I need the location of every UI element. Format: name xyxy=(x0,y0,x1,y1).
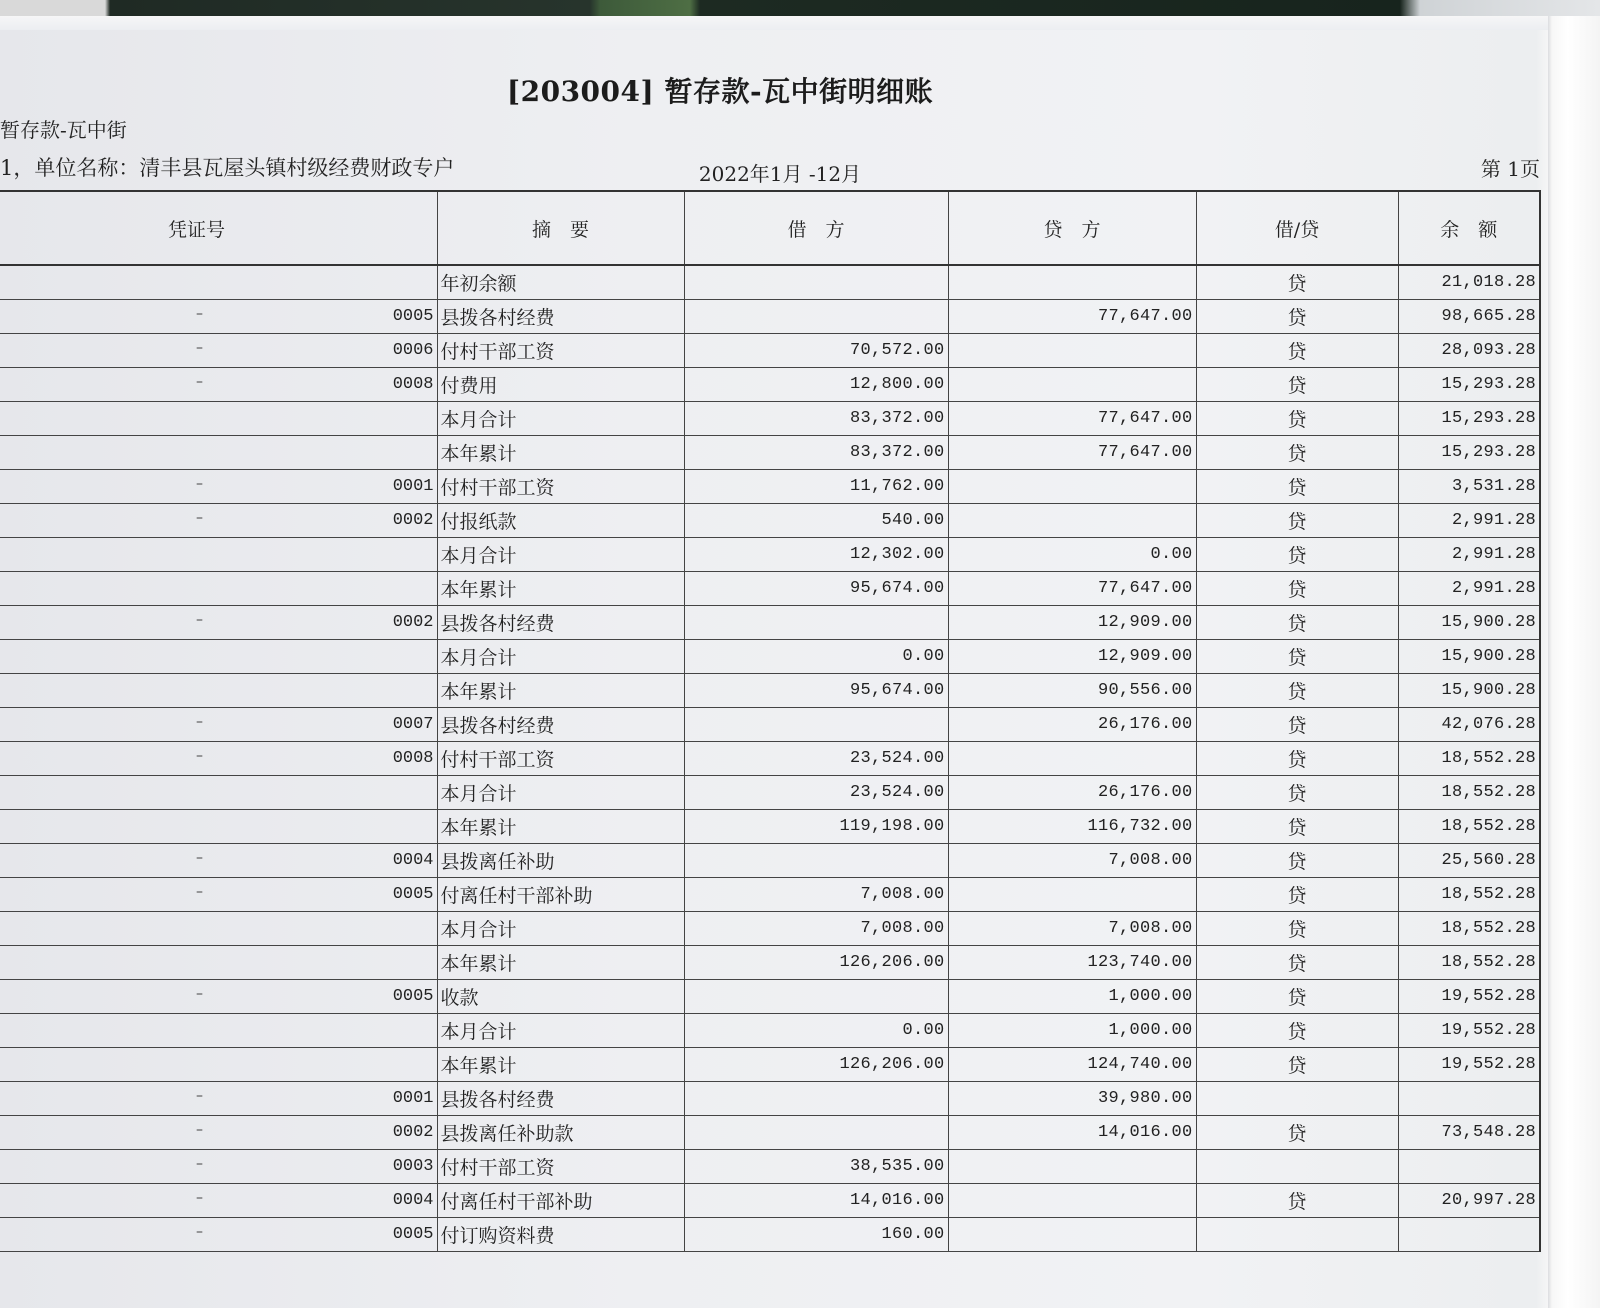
summary-cell: 付订购资料费 xyxy=(437,1217,684,1251)
balance-cell: 20,997.28 xyxy=(1398,1183,1540,1217)
summary-cell: 付报纸款 xyxy=(437,503,684,537)
credit-cell: 14,016.00 xyxy=(948,1115,1196,1149)
summary-cell: 本年累计 xyxy=(437,809,684,843)
credit-cell xyxy=(948,469,1196,503)
summary-cell: 年初余额 xyxy=(437,265,684,299)
voucher-number: 0002 xyxy=(392,510,434,530)
debit-credit-cell: 贷 xyxy=(1196,741,1398,775)
debit-credit-cell: 贷 xyxy=(1196,1047,1398,1081)
balance-cell: 19,552.28 xyxy=(1398,1047,1540,1081)
debit-cell: 160.00 xyxy=(684,1217,948,1251)
credit-cell: 7,008.00 xyxy=(948,911,1196,945)
debit-credit-cell: 贷 xyxy=(1196,945,1398,979)
voucher-number: 0004 xyxy=(392,850,434,870)
summary-cell: 本月合计 xyxy=(437,775,684,809)
voucher-number: 0005 xyxy=(392,1224,434,1244)
balance-cell xyxy=(1398,1149,1540,1183)
summary-cell: 付费用 xyxy=(437,367,684,401)
summary-cell: 本月合计 xyxy=(437,401,684,435)
voucher-number: 0002 xyxy=(392,612,434,632)
debit-cell: 23,524.00 xyxy=(684,775,948,809)
voucher-mark: – xyxy=(196,509,203,526)
ledger-row xyxy=(0,639,1540,673)
balance-cell: 15,293.28 xyxy=(1398,401,1540,435)
summary-cell: 县拨各村经费 xyxy=(437,605,684,639)
ledger-row xyxy=(0,367,1540,401)
header-debit: 借 方 xyxy=(684,191,948,265)
voucher-mark: – xyxy=(196,1121,203,1138)
debit-credit-cell: 贷 xyxy=(1196,469,1398,503)
voucher-cell xyxy=(0,877,437,911)
credit-cell: 0.00 xyxy=(948,537,1196,571)
balance-cell: 21,018.28 xyxy=(1398,265,1540,299)
voucher-mark: – xyxy=(196,1189,203,1206)
ledger-row xyxy=(0,605,1540,639)
balance-cell: 15,293.28 xyxy=(1398,367,1540,401)
voucher-cell xyxy=(0,1013,437,1047)
balance-cell: 18,552.28 xyxy=(1398,775,1540,809)
debit-cell: 23,524.00 xyxy=(684,741,948,775)
voucher-cell xyxy=(0,707,437,741)
ledger-row xyxy=(0,775,1540,809)
voucher-cell xyxy=(0,605,437,639)
ledger-table xyxy=(0,190,1541,1252)
credit-cell: 12,909.00 xyxy=(948,639,1196,673)
balance-cell: 18,552.28 xyxy=(1398,741,1540,775)
header-summary: 摘 要 xyxy=(437,191,684,265)
debit-cell: 14,016.00 xyxy=(684,1183,948,1217)
ledger-row xyxy=(0,673,1540,707)
debit-credit-cell: 贷 xyxy=(1196,775,1398,809)
ledger-row xyxy=(0,503,1540,537)
voucher-mark: – xyxy=(196,475,203,492)
credit-cell: 7,008.00 xyxy=(948,843,1196,877)
voucher-mark: – xyxy=(196,849,203,866)
credit-cell xyxy=(948,333,1196,367)
balance-cell: 2,991.28 xyxy=(1398,503,1540,537)
balance-cell: 28,093.28 xyxy=(1398,333,1540,367)
debit-credit-cell xyxy=(1196,1149,1398,1183)
debit-credit-cell: 贷 xyxy=(1196,1183,1398,1217)
credit-cell xyxy=(948,367,1196,401)
voucher-cell xyxy=(0,469,437,503)
voucher-cell xyxy=(0,1047,437,1081)
summary-cell: 本年累计 xyxy=(437,945,684,979)
credit-cell: 1,000.00 xyxy=(948,979,1196,1013)
voucher-cell xyxy=(0,673,437,707)
debit-cell: 119,198.00 xyxy=(684,809,948,843)
debit-credit-cell: 贷 xyxy=(1196,435,1398,469)
voucher-mark: – xyxy=(196,305,203,322)
debit-cell: 126,206.00 xyxy=(684,1047,948,1081)
ledger-row xyxy=(0,537,1540,571)
debit-cell: 95,674.00 xyxy=(684,571,948,605)
voucher-cell xyxy=(0,503,437,537)
voucher-cell xyxy=(0,741,437,775)
ledger-row xyxy=(0,843,1540,877)
credit-cell xyxy=(948,503,1196,537)
period: 2022年1月 -12月 xyxy=(698,162,862,186)
debit-credit-cell: 贷 xyxy=(1196,1013,1398,1047)
header-voucher: 凭证号 xyxy=(0,191,437,265)
balance-cell: 15,900.28 xyxy=(1398,673,1540,707)
ledger-row xyxy=(0,1183,1540,1217)
debit-credit-cell: 贷 xyxy=(1196,1115,1398,1149)
voucher-cell xyxy=(0,775,437,809)
voucher-number: 0003 xyxy=(392,1156,434,1176)
credit-cell xyxy=(948,1183,1196,1217)
debit-cell: 95,674.00 xyxy=(684,673,948,707)
debit-credit-cell xyxy=(1196,1081,1398,1115)
debit-cell: 0.00 xyxy=(684,639,948,673)
debit-cell xyxy=(684,605,948,639)
credit-cell xyxy=(948,265,1196,299)
voucher-number: 0005 xyxy=(392,986,434,1006)
summary-cell: 县拨各村经费 xyxy=(437,707,684,741)
photo-background-strip xyxy=(0,0,1600,16)
credit-cell: 1,000.00 xyxy=(948,1013,1196,1047)
debit-credit-cell: 贷 xyxy=(1196,843,1398,877)
credit-cell: 123,740.00 xyxy=(948,945,1196,979)
debit-cell: 7,008.00 xyxy=(684,911,948,945)
summary-cell: 本年累计 xyxy=(437,1047,684,1081)
voucher-cell xyxy=(0,945,437,979)
ledger-row xyxy=(0,401,1540,435)
voucher-number: 0006 xyxy=(392,340,434,360)
credit-cell: 77,647.00 xyxy=(948,299,1196,333)
summary-cell: 县拨各村经费 xyxy=(437,299,684,333)
voucher-cell xyxy=(0,843,437,877)
voucher-cell xyxy=(0,299,437,333)
debit-cell: 7,008.00 xyxy=(684,877,948,911)
voucher-cell xyxy=(0,435,437,469)
credit-cell: 39,980.00 xyxy=(948,1081,1196,1115)
debit-credit-cell: 贷 xyxy=(1196,571,1398,605)
voucher-mark: – xyxy=(196,1087,203,1104)
summary-cell: 付村干部工资 xyxy=(437,469,684,503)
ledger-title: [203004] 暂存款-瓦中街明细账 xyxy=(506,75,934,108)
unit-name: 1，单位名称：清丰县瓦屋头镇村级经费财政专户 xyxy=(0,156,455,180)
debit-cell: 540.00 xyxy=(684,503,948,537)
account-name: 暂存款-瓦中街 xyxy=(0,118,127,142)
voucher-cell xyxy=(0,367,437,401)
balance-cell: 73,548.28 xyxy=(1398,1115,1540,1149)
voucher-cell xyxy=(0,809,437,843)
ledger-row xyxy=(0,911,1540,945)
credit-cell xyxy=(948,877,1196,911)
debit-cell xyxy=(684,265,948,299)
credit-cell xyxy=(948,741,1196,775)
voucher-number: 0001 xyxy=(392,476,434,496)
balance-cell: 19,552.28 xyxy=(1398,979,1540,1013)
debit-credit-cell: 贷 xyxy=(1196,979,1398,1013)
debit-cell xyxy=(684,707,948,741)
summary-cell: 付村干部工资 xyxy=(437,333,684,367)
credit-cell: 77,647.00 xyxy=(948,401,1196,435)
summary-cell: 付离任村干部补助 xyxy=(437,1183,684,1217)
debit-credit-cell: 贷 xyxy=(1196,537,1398,571)
balance-cell: 42,076.28 xyxy=(1398,707,1540,741)
voucher-cell xyxy=(0,571,437,605)
voucher-mark: – xyxy=(196,747,203,764)
balance-cell: 2,991.28 xyxy=(1398,537,1540,571)
balance-cell: 18,552.28 xyxy=(1398,809,1540,843)
summary-cell: 付离任村干部补助 xyxy=(437,877,684,911)
ledger-body xyxy=(0,265,1540,1251)
balance-cell: 18,552.28 xyxy=(1398,911,1540,945)
debit-cell xyxy=(684,843,948,877)
voucher-mark: – xyxy=(196,373,203,390)
voucher-number: 0005 xyxy=(392,884,434,904)
ledger-row xyxy=(0,809,1540,843)
voucher-mark: – xyxy=(196,1155,203,1172)
paper-top-edge xyxy=(0,16,1600,30)
summary-cell: 本月合计 xyxy=(437,911,684,945)
page-number: 第 1页 xyxy=(1480,157,1540,181)
summary-cell: 县拨离任补助 xyxy=(437,843,684,877)
balance-cell: 18,552.28 xyxy=(1398,945,1540,979)
ledger-row xyxy=(0,469,1540,503)
debit-cell: 38,535.00 xyxy=(684,1149,948,1183)
credit-cell: 116,732.00 xyxy=(948,809,1196,843)
debit-cell xyxy=(684,1081,948,1115)
debit-cell: 12,800.00 xyxy=(684,367,948,401)
voucher-mark: – xyxy=(196,883,203,900)
voucher-number: 0007 xyxy=(392,714,434,734)
balance-cell: 98,665.28 xyxy=(1398,299,1540,333)
credit-cell: 90,556.00 xyxy=(948,673,1196,707)
ledger-header-row xyxy=(0,191,1540,265)
balance-cell: 15,900.28 xyxy=(1398,605,1540,639)
ledger-row xyxy=(0,1047,1540,1081)
voucher-cell xyxy=(0,1183,437,1217)
balance-cell xyxy=(1398,1217,1540,1251)
debit-credit-cell: 贷 xyxy=(1196,265,1398,299)
balance-cell: 15,900.28 xyxy=(1398,639,1540,673)
voucher-cell xyxy=(0,401,437,435)
ledger-row xyxy=(0,333,1540,367)
summary-cell: 本月合计 xyxy=(437,639,684,673)
debit-credit-cell: 贷 xyxy=(1196,707,1398,741)
credit-cell: 77,647.00 xyxy=(948,571,1196,605)
summary-cell: 本月合计 xyxy=(437,537,684,571)
credit-cell xyxy=(948,1217,1196,1251)
voucher-cell xyxy=(0,639,437,673)
ledger-row xyxy=(0,1081,1540,1115)
debit-credit-cell: 贷 xyxy=(1196,367,1398,401)
balance-cell: 25,560.28 xyxy=(1398,843,1540,877)
voucher-mark: – xyxy=(196,611,203,628)
voucher-number: 0004 xyxy=(392,1190,434,1210)
credit-cell: 26,176.00 xyxy=(948,775,1196,809)
debit-cell xyxy=(684,1115,948,1149)
debit-cell: 12,302.00 xyxy=(684,537,948,571)
ledger-row xyxy=(0,877,1540,911)
voucher-number: 0002 xyxy=(392,1122,434,1142)
voucher-cell xyxy=(0,1115,437,1149)
debit-credit-cell: 贷 xyxy=(1196,401,1398,435)
summary-cell: 本月合计 xyxy=(437,1013,684,1047)
voucher-cell xyxy=(0,265,437,299)
credit-cell: 124,740.00 xyxy=(948,1047,1196,1081)
summary-cell: 县拨离任补助款 xyxy=(437,1115,684,1149)
debit-credit-cell xyxy=(1196,1217,1398,1251)
ledger-row xyxy=(0,571,1540,605)
ledger-row xyxy=(0,265,1540,299)
summary-cell: 付村干部工资 xyxy=(437,1149,684,1183)
voucher-mark: – xyxy=(196,713,203,730)
voucher-number: 0001 xyxy=(392,1088,434,1108)
debit-credit-cell: 贷 xyxy=(1196,503,1398,537)
balance-cell: 3,531.28 xyxy=(1398,469,1540,503)
credit-cell: 12,909.00 xyxy=(948,605,1196,639)
debit-credit-cell: 贷 xyxy=(1196,605,1398,639)
debit-cell xyxy=(684,299,948,333)
voucher-number: 0008 xyxy=(392,374,434,394)
ledger-row xyxy=(0,1149,1540,1183)
voucher-mark: – xyxy=(196,985,203,1002)
voucher-number: 0005 xyxy=(392,306,434,326)
debit-credit-cell: 贷 xyxy=(1196,639,1398,673)
credit-cell xyxy=(948,1149,1196,1183)
ledger-row xyxy=(0,435,1540,469)
summary-cell: 本年累计 xyxy=(437,435,684,469)
voucher-cell xyxy=(0,1081,437,1115)
ledger-row xyxy=(0,979,1540,1013)
debit-credit-cell: 贷 xyxy=(1196,673,1398,707)
header-balance: 余 额 xyxy=(1398,191,1540,265)
balance-cell xyxy=(1398,1081,1540,1115)
credit-cell: 26,176.00 xyxy=(948,707,1196,741)
balance-cell: 18,552.28 xyxy=(1398,877,1540,911)
debit-credit-cell: 贷 xyxy=(1196,333,1398,367)
voucher-cell xyxy=(0,1149,437,1183)
header-credit: 贷 方 xyxy=(948,191,1196,265)
credit-cell: 77,647.00 xyxy=(948,435,1196,469)
summary-cell: 收款 xyxy=(437,979,684,1013)
summary-cell: 本年累计 xyxy=(437,571,684,605)
ledger-row xyxy=(0,1217,1540,1251)
balance-cell: 2,991.28 xyxy=(1398,571,1540,605)
balance-cell: 15,293.28 xyxy=(1398,435,1540,469)
debit-credit-cell: 贷 xyxy=(1196,809,1398,843)
debit-cell: 0.00 xyxy=(684,1013,948,1047)
ledger-row xyxy=(0,741,1540,775)
voucher-mark: – xyxy=(196,339,203,356)
debit-credit-cell: 贷 xyxy=(1196,877,1398,911)
voucher-mark: – xyxy=(196,1223,203,1240)
header-debit-credit: 借/贷 xyxy=(1196,191,1398,265)
voucher-cell xyxy=(0,333,437,367)
debit-cell xyxy=(684,979,948,1013)
voucher-cell xyxy=(0,911,437,945)
debit-credit-cell: 贷 xyxy=(1196,299,1398,333)
voucher-cell xyxy=(0,979,437,1013)
summary-cell: 县拨各村经费 xyxy=(437,1081,684,1115)
voucher-cell xyxy=(0,1217,437,1251)
debit-cell: 83,372.00 xyxy=(684,435,948,469)
paper-right-edge xyxy=(1548,16,1600,1308)
debit-credit-cell: 贷 xyxy=(1196,911,1398,945)
debit-cell: 83,372.00 xyxy=(684,401,948,435)
debit-cell: 11,762.00 xyxy=(684,469,948,503)
balance-cell: 19,552.28 xyxy=(1398,1013,1540,1047)
ledger-row xyxy=(0,707,1540,741)
voucher-number: 0008 xyxy=(392,748,434,768)
summary-cell: 付村干部工资 xyxy=(437,741,684,775)
ledger-row xyxy=(0,299,1540,333)
voucher-cell xyxy=(0,537,437,571)
ledger-row xyxy=(0,1115,1540,1149)
summary-cell: 本年累计 xyxy=(437,673,684,707)
debit-cell: 126,206.00 xyxy=(684,945,948,979)
ledger-row xyxy=(0,1013,1540,1047)
debit-cell: 70,572.00 xyxy=(684,333,948,367)
ledger-row xyxy=(0,945,1540,979)
